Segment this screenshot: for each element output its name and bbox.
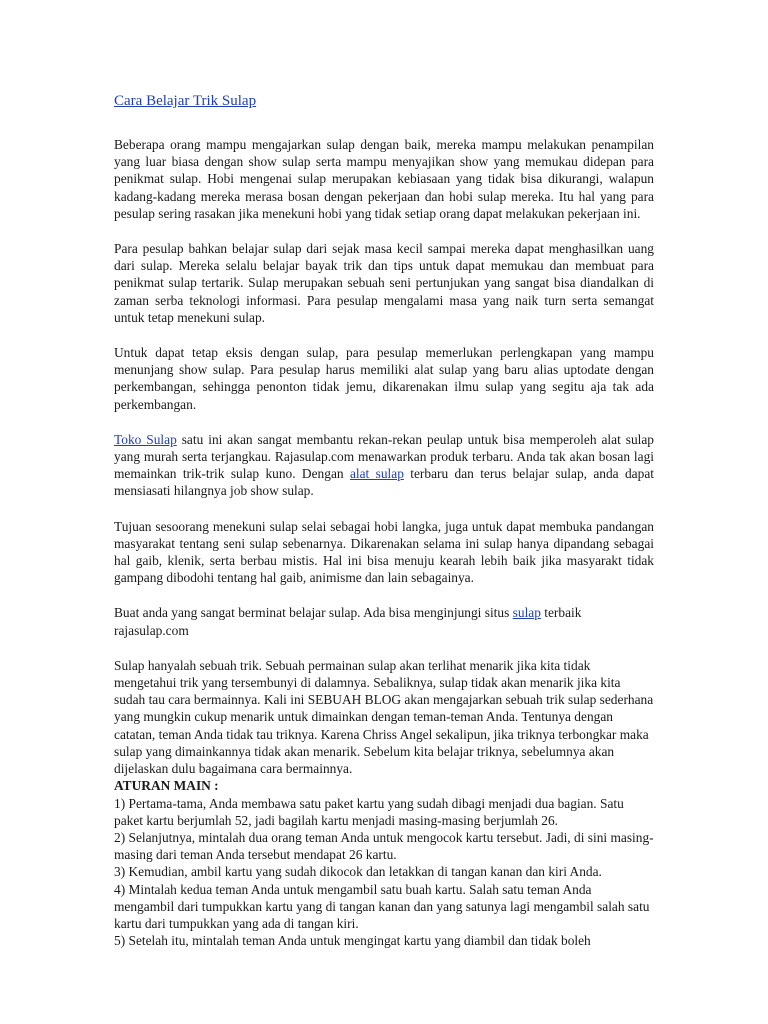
sulap-link[interactable]: sulap [512, 605, 541, 621]
page-title[interactable]: Cara Belajar Trik Sulap [114, 93, 257, 109]
document-body [114, 91, 654, 949]
paragraph-7: Sulap hanyalah sebuah trik. Sebuah permainan sulap akan terlihat menarik jika kita tidak mengetahui trik yang tersembunyi di dalamnya. Sebaliknya, sulap tidak akan menarik jika kita sudah tau cara bermainnya. Kali ini SEBUAH BLOG akan mengajarkan sebuah trik sulap sederhana yang mungkin cukup menarik untuk dimainkan dengan teman-teman Anda. Tentunya dengan catatan, teman Anda tidak tau triknya. Karena Chriss Angel sekalipun, jika triknya terbongkar maka sulap yang dimainkannya tidak akan menarik. Sebelum kita belajar triknya, sebelumnya akan dijelaskan dulu bagaimana cara bermainnya. [114, 657, 654, 777]
alat-sulap-link[interactable]: alat sulap [349, 466, 404, 482]
rule-item: 5) Setelah itu, mintalah teman Anda untuk mengingat kartu yang diambil dan tidak boleh [114, 933, 591, 949]
rule-item: 3) Kemudian, ambil kartu yang sudah dikocok dan letakkan di tangan kanan dan kiri Anda. [114, 864, 602, 880]
rule-item: 2) Selanjutnya, mintalah dua orang teman Anda untuk mengocok kartu tersebut. Jadi, di sini masing-masing dari teman Anda tersebut mendapat 26 kartu. [114, 829, 654, 863]
paragraph-6-text-1: Buat anda yang sangat berminat belajar sulap. Ada bisa menginjungi situs [114, 605, 513, 621]
paragraph-4 [114, 431, 654, 500]
paragraph-1: Beberapa orang mampu mengajarkan sulap dengan baik, mereka mampu melakukan penampilan yang luar biasa dengan show sulap serta mampu menyajikan show yang memukau didepan para penikmat sulap. Hobi mengenai sulap merupakan kebiasaan yang tidak bisa dikurangi, walapun kadang-kadang mereka merasa bosan dengan pekerjaan dan hobi sulap mereka. Itu hal yang para pesulap sering rasakan jika menekuni hobi yang tidak setiap orang dapat melakukan pekerjaan ini. [114, 137, 654, 221]
rule-item: 4) Mintalah kedua teman Anda untuk mengambil satu buah kartu. Salah satu teman Anda mengambil dari tumpukkan kartu yang di tangan kanan dan yang satunya lagi mengambil salah satu kartu dari tumpukkan yang ada di tangan kiri. [114, 881, 650, 931]
paragraph-2: Para pesulap bahkan belajar sulap dari sejak masa kecil sampai mereka dapat menghasilkan uang dari sulap. Mereka selalu belajar bayak trik dan tips untuk dapat memukau dan membuat para penikmat sulap tertarik. Sulap merupakan sebuah seni pertunjukan yang sangat bisa diandalkan di zaman serba teknologi informasi. Para pesulap mengalami masa yang naik turn serta semangat untuk tetap menekuni sulap. [114, 241, 654, 325]
rules-heading: ATURAN MAIN : [114, 778, 219, 794]
paragraph-3: Untuk dapat tetap eksis dengan sulap, para pesulap memerlukan perlengkapan yang mampu menunjang show sulap. Para pesulap harus memiliki alat sulap yang baru alias uptodate dengan perkembangan, sehingga penonton tidak jemu, dikarenakan ilmu sulap yang segitu aja tak ada perkembangan. [114, 345, 654, 412]
paragraph-4-text-2: terbaru dan terus belajar sulap, anda dapat mensiasati hilangnya job show sulap. [114, 466, 654, 499]
paragraph-6 [114, 604, 654, 638]
rule-item: 1) Pertama-tama, Anda membawa satu paket kartu yang sudah dibagi menjadi dua bagian. Satu paket kartu berjumlah 52, jadi bagilah kartu menjadi masing-masing berjumlah 26. [114, 795, 624, 828]
paragraph-6-text-2: terbaik rajasulap.com [114, 605, 582, 638]
toko-sulap-link[interactable]: Toko Sulap [114, 431, 177, 447]
paragraph-5: Tujuan sesoorang menekuni sulap selai sebagai hobi langka, juga untuk dapat membuka pandangan masyarakat tentang seni sulap sebenarnya. Dikarenakan selama ini sulap hanya dipandang sebagai hal gaib, klenik, serta berbau mistis. Hal ini bisa menuju kearah lebih baik jika masyarakt tidak gampang dibodohi tentang hal gaib, animisme dan lain sebagainya. [114, 518, 654, 586]
paragraph-4-text-1: satu ini akan sangat membantu rekan-rekan peulap untuk bisa memperoleh alat sulap yang murah serta terjangkau. Rajasulap.com menawarkan produk terbaru. Anda tak akan bosan lagi memainkan trik-trik sulap kuno. Dengan [114, 431, 654, 482]
